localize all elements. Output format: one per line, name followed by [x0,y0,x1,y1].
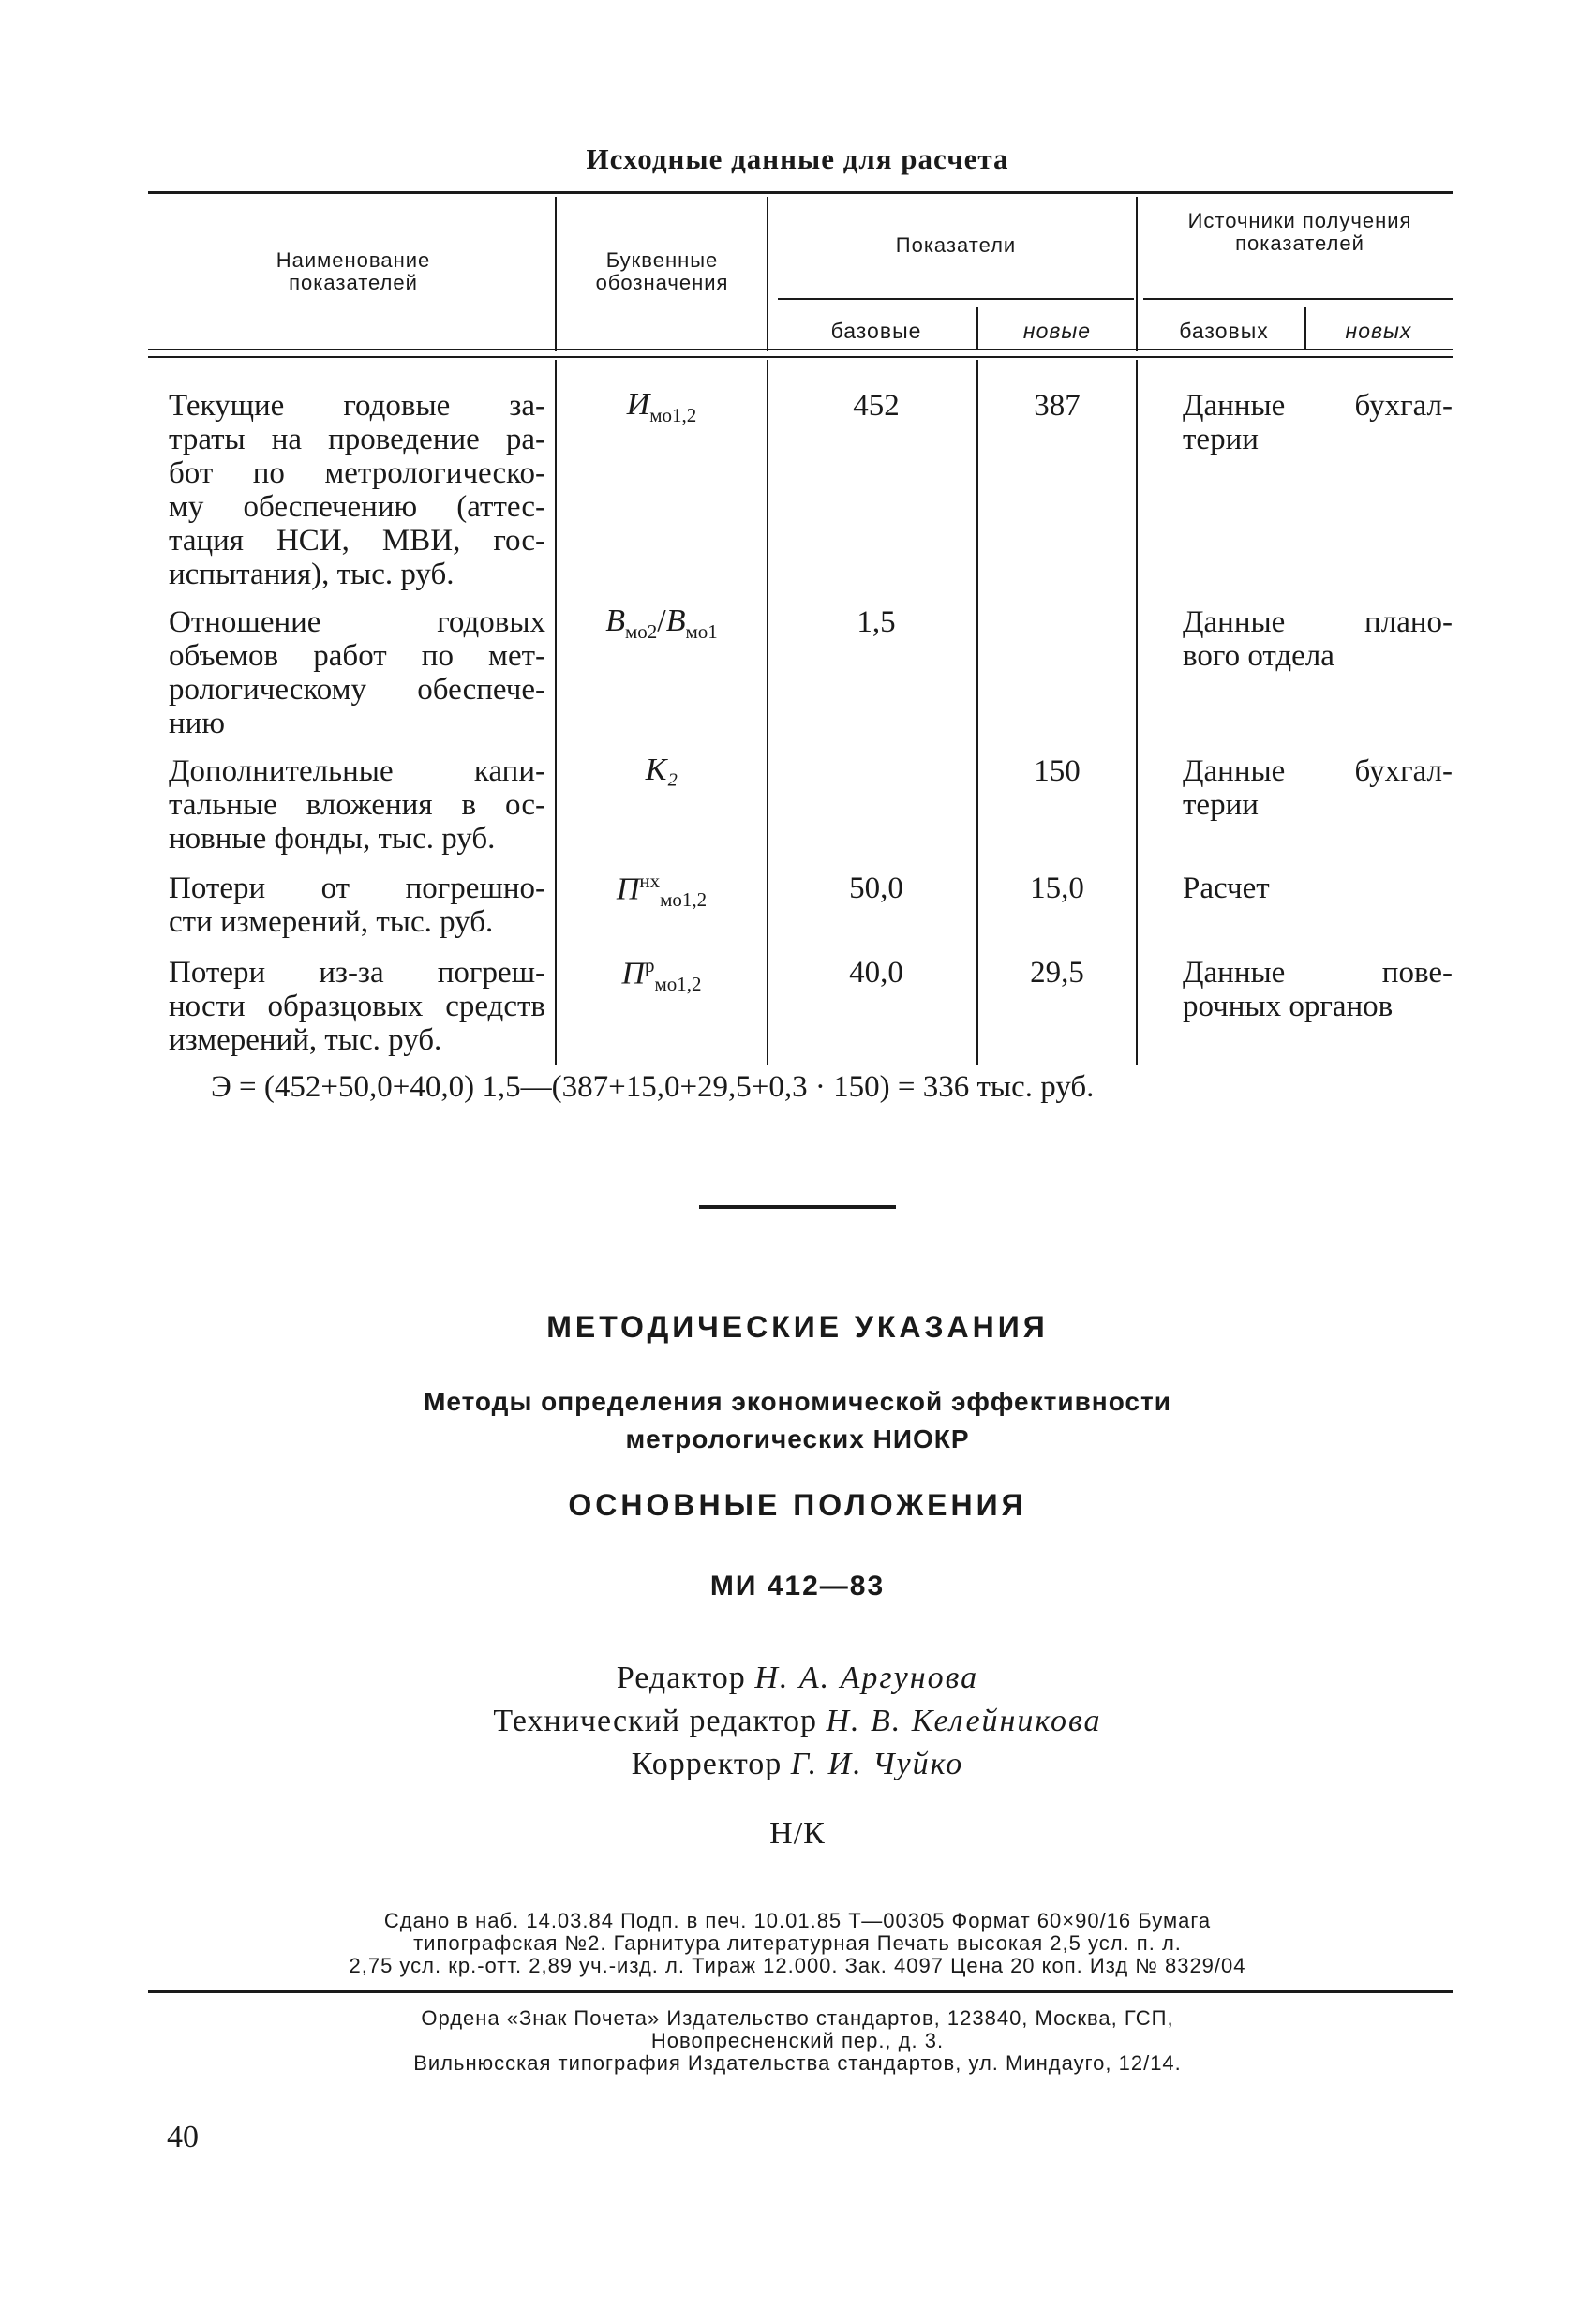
row4-base: 50,0 [849,872,903,905]
row3-source-line-1: Данные бухгал- [1183,754,1453,788]
row5-symbol-sub: мо1,2 [654,973,702,996]
sources-subheader-rule [1143,298,1453,300]
row3-name-line-3: новные фонды, тыс. руб. [169,822,496,856]
body-sep-2 [767,360,768,1065]
credit-tech-editor-label: Технический редактор [493,1704,817,1738]
colophon-title: МЕТОДИЧЕСКИЕ УКАЗАНИЯ [546,1310,1049,1344]
publisher-block [0,2007,1595,2075]
row1-source-line-1: Данные бухгал- [1183,389,1453,423]
row1-source [1183,389,1453,456]
body-sep-4 [1136,360,1138,1065]
header-symbol: Буквенные обозначения [595,248,729,295]
row5-new: 29,5 [1030,956,1084,990]
row3-source [1183,754,1453,822]
row1-name-line-3: бот по метрологическо- [169,456,545,490]
imprint-rule [148,1990,1453,1993]
row2-name-line-1: Отношение годовых [169,605,545,639]
imprint-line-2: типографская №2. Гарнитура литературная Печать высокая 2,5 усл. п. л. [413,1931,1182,1955]
colophon-mark: Н/К [769,1816,826,1851]
row4-symbol [562,870,761,912]
row1-new: 387 [1034,389,1081,423]
credit-corrector-name: Г. И. Чуйко [790,1747,964,1781]
publisher-line-1: Ордена «Знак Почета» Издательство стандартов, 123840, Москва, ГСП, [421,2006,1174,2030]
credit-editor-name: Н. А. Аргунова [754,1661,979,1695]
row5-source-line-2: рочных органов [1183,990,1394,1023]
row1-source-line-2: терии [1183,423,1259,456]
row1-symbol [562,387,761,427]
colophon-subtitle-line-2: метрологических НИОКР [625,1424,970,1453]
section-divider [699,1205,896,1209]
row2-base: 1,5 [857,605,896,639]
header-bottom-rule-2 [148,356,1453,358]
row1-base: 452 [853,389,900,423]
row2-name-line-3: рологическому обеспече- [169,673,545,707]
row2-name-line-2: объемов работ по мет- [169,639,545,673]
publisher-line-3: Вильнюсская типография Издательства стандартов, ул. Миндауго, 12/14. [413,2051,1182,2075]
row2-symbol-sub: мо2 [624,619,658,643]
row4-symbol-main: П [616,872,640,907]
header-base: базовые [830,319,922,343]
calculation-formula: Э = (452+50,0+40,0) 1,5—(387+15,0+29,5+0,3 · 150) = 336 тыс. руб. [211,1070,1095,1104]
row3-name-line-1: Дополнительные капи- [169,754,545,788]
imprint-line-3: 2,75 усл. кр.-отт. 2,89 уч.-изд. л. Тираж 12.000. Зак. 4097 Цена 20 коп. Изд № 8329/04 [349,1954,1246,1977]
row1-name-line-4: му обеспечению (аттес- [169,490,545,524]
row2-name [169,605,545,740]
imprint-line-1: Сдано в наб. 14.03.84 Подп. в печ. 10.01.85 Т—00305 Формат 60×90/16 Бумага [383,1909,1212,1932]
credit-corrector-label: Корректор [631,1747,783,1781]
header-sep-4 [1136,197,1138,351]
row1-symbol-main: И [626,387,650,422]
header-sep-5 [1304,307,1306,349]
row5-symbol [562,954,761,996]
row4-new: 15,0 [1030,872,1084,905]
publisher-line-2: Новопресненский пер., д. 3. [650,2029,945,2052]
row1-name-line-1: Текущие годовые за- [169,389,545,423]
row5-name-line-1: Потери из-за погреш- [169,956,545,990]
row5-name-line-3: измерений, тыс. руб. [169,1023,442,1057]
row2-symbol-main: В [605,603,625,638]
row5-symbol-main: П [621,956,645,991]
row5-source-line-1: Данные пове- [1183,956,1453,990]
row5-base: 40,0 [849,956,903,990]
row4-source-line-1: Расчет [1183,872,1270,905]
colophon-section: ОСНОВНЫЕ ПОЛОЖЕНИЯ [568,1488,1027,1522]
row1-name [169,389,545,591]
credit-corrector [0,1747,1595,1782]
row4-symbol-sup: нх [639,870,661,892]
indicators-subheader-rule [778,298,1134,300]
header-sep-3 [976,307,978,349]
imprint-block [0,1910,1595,1977]
row5-symbol-sup: р [645,954,655,976]
header-sep-1 [555,197,557,351]
page-number: 40 [167,2120,199,2154]
body-sep-3 [976,360,978,1065]
body-sep-1 [555,360,557,1065]
row3-name [169,754,545,856]
row2-symbol2-sub: мо1 [685,619,718,643]
header-sources-new: новых [1345,319,1412,343]
table-top-rule [148,191,1453,194]
row4-name [169,872,545,939]
credit-tech-editor [0,1704,1595,1739]
header-name: Наименование показателей [276,248,431,295]
row1-name-line-6: испытания), тыс. руб. [169,558,455,591]
row4-name-line-1: Потери от погрешно- [169,872,545,905]
row2-symbol2-main: В [665,603,686,638]
colophon-code: МИ 412—83 [709,1571,886,1601]
row2-source-line-2: вого отдела [1183,639,1334,673]
row3-new: 150 [1034,754,1081,788]
row1-symbol-sub: мо1,2 [649,403,697,426]
row1-name-line-2: траты на проведение ра- [169,423,545,456]
row2-name-line-4: нию [169,707,225,740]
header-bottom-rule-1 [148,349,1453,350]
row4-symbol-sub: мо1,2 [660,888,708,912]
header-sep-2 [767,197,768,351]
row2-source [1183,605,1453,673]
header-sources-base: базовых [1179,319,1269,343]
header-sources: Источники получения показателей [1187,209,1412,256]
credit-tech-editor-name: Н. В. Келейникова [826,1704,1102,1738]
row2-symbol: $В_{мо2}/В_{мо1}$ [605,603,718,643]
colophon-subtitle-line-1: Методы определения экономической эффективности [424,1387,1171,1416]
row3-source-line-2: терии [1183,788,1259,822]
row1-name-line-5: тация НСИ, МВИ, гос- [169,524,545,558]
table-title: Исходные данные для расчета [586,142,1009,175]
header-indicators: Показатели [895,233,1017,257]
row5-source [1183,956,1453,1023]
header-new: новые [1022,319,1092,343]
credit-editor [0,1661,1595,1696]
row4-name-line-2: сти измерений, тыс. руб. [169,905,494,939]
row3-name-line-2: тальные вложения в ос- [169,788,545,822]
credit-editor-label: Редактор [616,1661,746,1695]
row2-source-line-1: Данные плано- [1183,605,1453,639]
row5-name-line-2: ности образцовых средств [169,990,545,1023]
row5-name [169,956,545,1057]
row3-symbol: К₂ [645,752,678,787]
row4-source [1183,872,1453,905]
